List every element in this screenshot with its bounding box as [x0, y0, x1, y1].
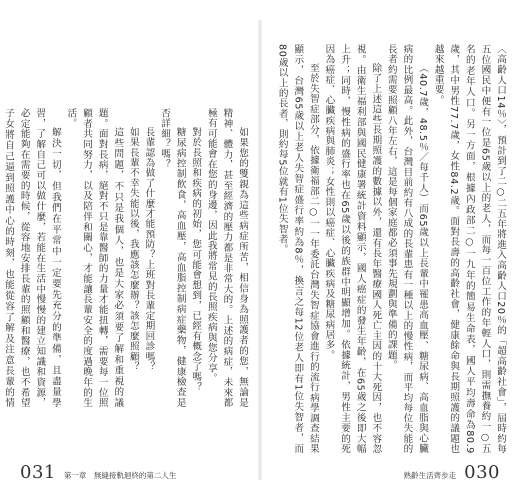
right-page-body [270, 44, 508, 454]
paragraph: 如果長輩不幸失能以後，我應該怎麼辦？該怎麼照顧？ [127, 127, 139, 372]
paragraph: 〈高齡人口14％〉，預計到了二○二五年將進入高齡人口20％的「超高齡社會」，屆時約每五位國民中便有一位是65歲以上的老人，而每一百位工作的年輕人口，則需撫養約一○五名的老年人口。另一方面，根據內政部二○一九年的簡易生命表，國人平均壽命為80.9歲，其中男性77.7歲，女性84.2歲。面對長壽的高齡社會，健康餘命與長期照護的議題也越來越重要。 [432, 44, 506, 454]
page-number: 030 [464, 462, 500, 483]
paragraph: 除了上述這些長期照護的數據以外，還有長年醫療國人死亡主因的十大死因，也不容忽視。由衛生福利部與國民健康署統計資料顯示，國人癌症的發生年齡，在65歲之後即大幅上升；同時，慢性病的盛行率也在65歲以後的族群中明顯增加。依據統計，男性主要的死因為癌症、心臟疾病與肺炎；女性則以癌症、心臟疾病及糖尿病居多。 [323, 44, 382, 454]
paragraph: 長輩認為做了什麼才能預防？上班對長輩定期回診嗎？ [143, 127, 155, 372]
paragraph: 如果您的雙親為這些病症所苦，相信身為照護者的您，無論是精神、體力，甚至經濟的壓力都是非常大的。上述的病症，未來都極有可能會在您的身邊，因此我將常見的長照疾病與您分享。 [205, 108, 248, 408]
left-page-footer [20, 462, 176, 483]
paragraph: 至於失智症部分，依據衛福部二○一一年委託台灣失智症協會進行的流行病學調查結果顯示，台灣65歲以上老人失智症盛行率約為8％，換言之每12位老人即有1位失智者，而80歲以上的長者，則約每5位就有1位失智者。 [276, 44, 319, 454]
right-page-footer [404, 462, 500, 483]
paragraph: 對於長照和疾病的初始，您可能會想到，已經有概念了嗎？ [190, 127, 202, 393]
left-page-body [3, 108, 250, 408]
paragraph: （40.7歲，48.5％／每千人）而65歲以上長輩中罹患高血壓、糖尿病、高血脂與心臟病的比例最高。此外，台灣目前約有八成的長輩患有一種以上的慢性病，而平均每位失能的長者約需要照顧八年左右，這是每個家庭都必須事先規劃與準備的課題。 [385, 44, 429, 454]
paragraph: 糖尿病控制飲食，高血壓，高血脂控制病症藥物，健康檢查是否詳細？嗎？ [159, 108, 186, 408]
paragraph: 解決一切，但我們在平常中一定要先充分的準備，且盡量學習，了解自己可以做什麼，若能在生活中慢慢的建立知識和資源，必定能夠在需要的時候，從容地安排長輩的照顧和醫療，也不希望子女將自己逼到照護中心的時刻，也能從容了解及注意長輩的情 [3, 108, 61, 408]
paragraph: 這些問題，不只是我個人，也是大家必須要了解和重視的議題。面對長病，絕對不只是靠醫師的力量才能扭轉，需要每一位照顧者共同努力，以及陪伴和關心，才能讓長輩安全的度過晚年的生活。 [65, 108, 124, 408]
page-number: 031 [20, 462, 56, 483]
running-head: 熟齡生活齊步走 [403, 471, 457, 480]
running-head: 第一章 無縫接軌迴終的第二人生 [63, 471, 177, 480]
